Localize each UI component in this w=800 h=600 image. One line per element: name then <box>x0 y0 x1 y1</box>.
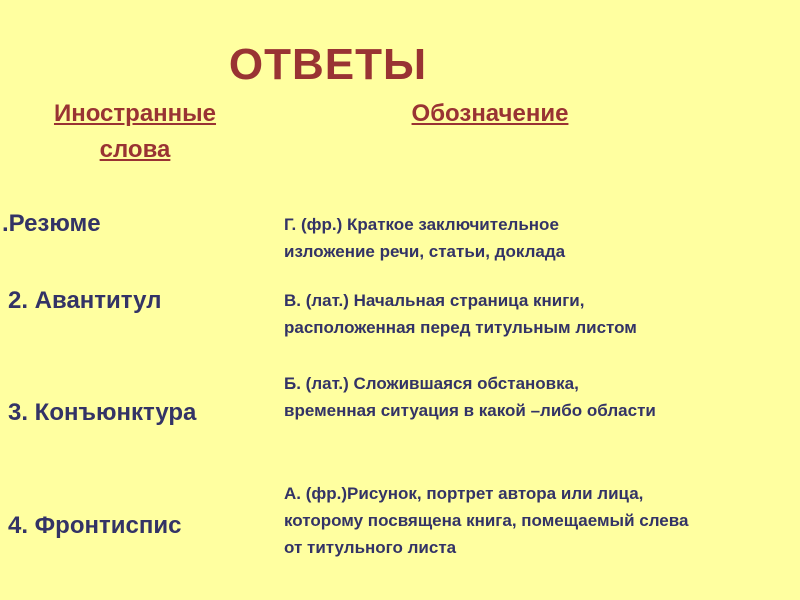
header-meaning: Обозначение <box>411 100 569 127</box>
definition-2: В. (лат.) Начальная страница книги, расположенная перед титульным листом <box>284 291 637 337</box>
definition-1: Г. (фр.) Краткое заключительное изложение речи, статьи, доклада <box>284 215 566 261</box>
slide-title: ОТВЕТЫ <box>228 40 428 89</box>
term-avantitul: 2. Авантитул <box>8 287 162 314</box>
term-rezyume: .Резюме <box>2 210 101 237</box>
term-frontispis: 4. Фронтиспис <box>8 512 182 539</box>
term-konyunktura: 3. Конъюнктура <box>8 399 197 426</box>
header-foreign-words: Иностранные слова <box>53 100 217 163</box>
definition-4: А. (фр.)Рисунок, портрет автора или лица, которому посвящена книга, помещаемый слева от титульного листа <box>284 484 689 557</box>
definition-3: Б. (лат.) Сложившаяся обстановка, временная ситуация в какой –либо области <box>284 374 656 420</box>
